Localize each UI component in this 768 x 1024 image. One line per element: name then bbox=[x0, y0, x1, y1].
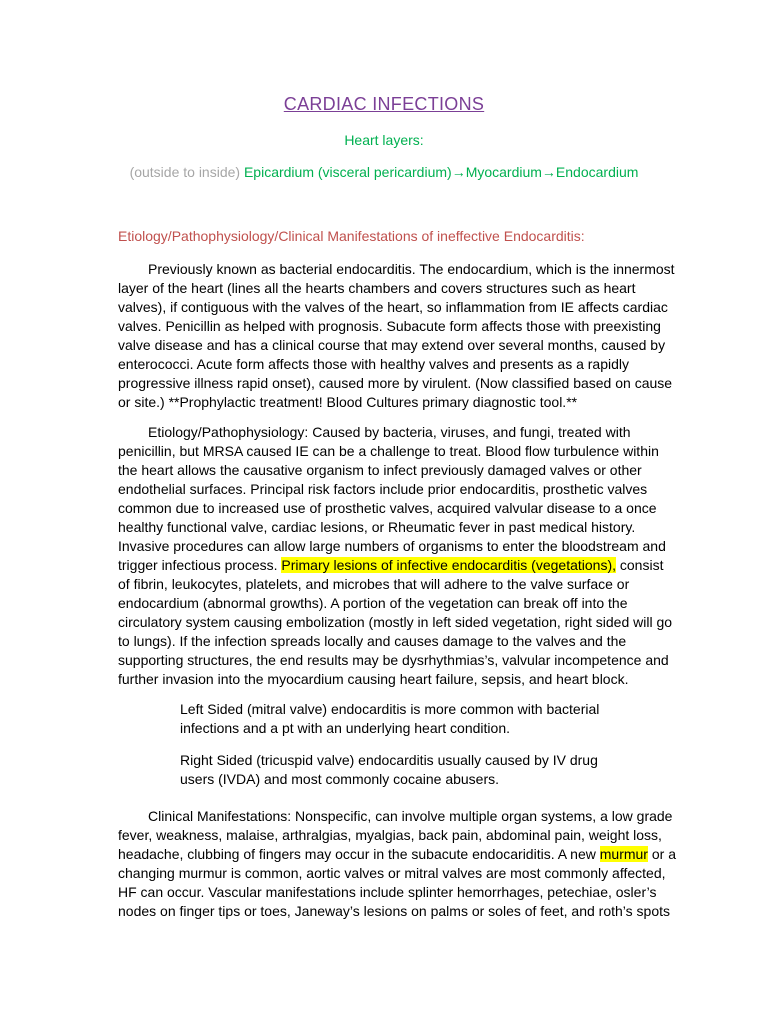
left-sided-note: Left Sided (mitral valve) endocarditis is more common with bacterial infections and a pt with an underlying heart condition. bbox=[180, 701, 600, 736]
paragraph-etiology bbox=[118, 423, 678, 689]
etiology-text-before: Etiology/Pathophysiology: Caused by bacteria, viruses, and fungi, treated with penicillin, but MRSA caused IE can be a challenge to treat. Blood flow turbulence within the heart allows the causative organism to infect previously damaged valves or other endothelial surfaces. Principal risk factors include prior endocarditis, prosthetic valves common due to increased use of prosthetic valves, acquired valvular disease to a once healthy functional valve, cardiac lesions, or Rheumatic fever in past medical history. Invasive procedures can allow large numbers of organisms to enter the bloodstream and trigger infectious process. bbox=[118, 424, 666, 573]
heart-layers-subtitle: Heart layers: bbox=[344, 132, 424, 148]
clinical-text-after: or a changing murmur is common, aortic valves or mitral valves are most commonly affected, HF can occur. Vascular manifestations include splinter hemorrhages, petechiae, osler’s nodes on finger tips or toes, Janeway’s lesions on palms or soles of feet, and roth’s spots bbox=[118, 846, 676, 919]
etiology-text-after: consist of fibrin, leukocytes, platelets, and microbes that will adhere to the valve surface or endocardium (abnormal growths). A portion of the vegetation can break off into the circulatory system causing embolization (mostly in left sided vegetation, right sided will go to lungs). If the infection spreads locally and causes damage to the valves and the supporting structures, the end results may be dysrhythmias’s, valvular incompetence and further invasion into the myocardium causing heart failure, sepsis, and heart block. bbox=[118, 557, 673, 687]
highlighted-murmur: murmur bbox=[599, 846, 648, 862]
layers-prefix: (outside to inside) bbox=[129, 164, 241, 180]
heart-layers-line bbox=[0, 164, 768, 180]
document-title: CARDIAC INFECTIONS bbox=[283, 94, 485, 114]
layers-sequence: Epicardium (visceral pericardium)→Myocardium→Endocardium bbox=[240, 164, 639, 180]
paragraph-overview bbox=[118, 260, 678, 412]
paragraph-overview-text: Previously known as bacterial endocarditis. The endocardium, which is the innermost layer of the heart (lines all the hearts chambers and covers structures such as heart valves), if contiguous with the valves of the heart, so inflammation from IE affects cardiac valves. Penicillin as helped with prognosis. Subacute form affects those with preexisting valve disease and has a clinical course that may extend over several months, caused by enterococci. Acute form affects those with healthy valves and presents as a rapidly progressive illness rapid onset), caused more by virulent. (Now classified based on cause or site.) **Prophylactic treatment! Blood Cultures primary diagnostic tool.** bbox=[118, 261, 675, 410]
section-heading: Etiology/Pathophysiology/Clinical Manifestations of ineffective Endocarditis: bbox=[118, 228, 585, 244]
highlighted-vegetations: Primary lesions of infective endocarditis (vegetations), bbox=[281, 557, 616, 573]
clinical-text-before: Clinical Manifestations: Nonspecific, can involve multiple organ systems, a low grade fever, weakness, malaise, arthralgias, myalgias, back pain, abdominal pain, weight loss, headache, clubbing of fingers may occur in the subacute endocariditis. A new bbox=[118, 808, 673, 862]
right-sided-note: Right Sided (tricuspid valve) endocarditis usually caused by IV drug users (IVDA) and most commonly cocaine abusers. bbox=[180, 752, 598, 787]
paragraph-clinical bbox=[118, 807, 678, 921]
